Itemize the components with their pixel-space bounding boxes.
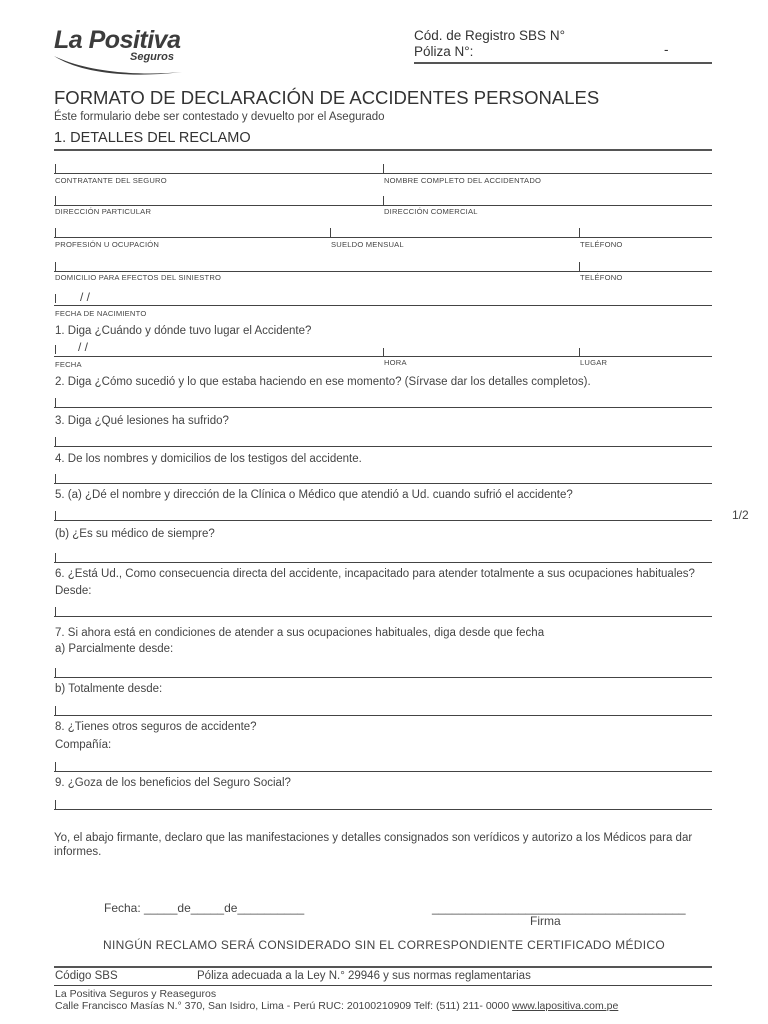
nombre-label: NOMBRE COMPLETO DEL ACCIDENTADO <box>384 176 542 185</box>
section-heading: 1. DETALLES DEL RECLAMO <box>54 130 251 146</box>
domicilio-label: DOMICILIO PARA EFECTOS DEL SINIESTRO <box>55 273 222 282</box>
profesion-field[interactable] <box>54 237 712 238</box>
birth-date-separators: / / <box>80 290 91 304</box>
sbs-registry-label: Cód. de Registro SBS N° <box>414 28 565 43</box>
sueldo-label: SUELDO MENSUAL <box>331 240 404 249</box>
answer-7b-field[interactable] <box>54 715 712 716</box>
footer-company: La Positiva Seguros y Reaseguros <box>55 988 217 1000</box>
registry-underline <box>414 62 712 64</box>
footer-address: Calle Francisco Masías N.° 370, San Isidro, Lima - Perú RUC: 20100210909 Telf: (511) 211- 0000 <box>55 1000 510 1012</box>
footer-divider-bottom <box>54 985 712 986</box>
signature-line[interactable]: ______________________________________ <box>432 901 686 915</box>
contratante-field[interactable] <box>54 173 712 174</box>
company-logo: La Positiva <box>54 26 181 54</box>
answer-5b-field[interactable] <box>54 562 712 563</box>
policy-number-label: Póliza N°: <box>414 44 474 59</box>
question-7: 7. Si ahora está en condiciones de atender a sus ocupaciones habituales, diga desde que fecha <box>55 627 545 639</box>
answer-5a-field[interactable] <box>54 520 712 521</box>
answer-3-field[interactable] <box>54 446 712 447</box>
answer-7a-field[interactable] <box>54 677 712 678</box>
footer-codigo-sbs: Código SBS <box>55 970 118 982</box>
question-6: 6. ¿Está Ud., Como consecuencia directa del accidente, incapacitado para atender totalmente a sus ocupaciones habituales? <box>55 568 695 580</box>
question-8: 8. ¿Tienes otros seguros de accidente? <box>55 721 257 733</box>
question-2: 2. Diga ¿Cómo sucedió y lo que estaba haciendo en ese momento? (Sírvase dar los detalles completos). <box>55 376 591 388</box>
direccion-field[interactable] <box>54 205 712 206</box>
page-number: 1/2 <box>732 508 749 522</box>
question-4: 4. De los nombres y domicilios de los testigos del accidente. <box>55 453 362 465</box>
question-7a: a) Parcialmente desde: <box>55 643 174 655</box>
telefono-2-label: TELÉFONO <box>580 273 623 282</box>
accident-date-separators: / / <box>78 340 89 354</box>
answer-2-field[interactable] <box>54 407 712 408</box>
birth-date-field[interactable] <box>54 305 712 306</box>
answer-9-field[interactable] <box>54 809 712 810</box>
form-title: FORMATO DE DECLARACIÓN DE ACCIDENTES PERSONALES <box>54 87 600 108</box>
question-8-compania: Compañía: <box>55 739 112 751</box>
direccion-comercial-label: DIRECCIÓN COMERCIAL <box>384 207 478 216</box>
direccion-particular-label: DIRECCIÓN PARTICULAR <box>55 207 152 216</box>
answer-4-field[interactable] <box>54 483 712 484</box>
question-7b: b) Totalmente desde: <box>55 683 163 695</box>
question-9: 9. ¿Goza de los beneficios del Seguro Social? <box>55 777 291 789</box>
footer-poliza-ley: Póliza adecuada a la Ley N.° 29946 y sus normas reglamentarias <box>197 970 531 982</box>
firma-label: Firma <box>530 914 561 928</box>
question-1: 1. Diga ¿Cuándo y dónde tuvo lugar el Accidente? <box>55 325 312 337</box>
section-divider <box>54 149 712 151</box>
footer-divider-top <box>54 966 712 968</box>
question-6-desde: Desde: <box>55 585 92 597</box>
lugar-label: LUGAR <box>580 358 608 367</box>
accident-when-field[interactable] <box>54 356 712 357</box>
form-subtitle: Éste formulario debe ser contestado y devuelto por el Asegurado <box>54 111 385 123</box>
question-5a: 5. (a) ¿Dé el nombre y dirección de la Clínica o Médico que atendió a Ud. cuando sufrió el accidente? <box>55 489 573 501</box>
question-3: 3. Diga ¿Qué lesiones ha sufrido? <box>55 415 229 427</box>
profesion-label: PROFESIÓN U OCUPACIÓN <box>55 240 160 249</box>
medical-certificate-notice: NINGÚN RECLAMO SERÁ CONSIDERADO SIN EL CORRESPONDIENTE CERTIFICADO MÉDICO <box>103 938 665 952</box>
birth-date-label: FECHA DE NACIMIENTO <box>55 309 147 318</box>
answer-6-field[interactable] <box>54 616 712 617</box>
telefono-label: TELÉFONO <box>580 240 623 249</box>
answer-8-field[interactable] <box>54 771 712 772</box>
declaration-text: Yo, el abajo firmante, declaro que las manifestaciones y detalles consignados son verídicos y autorizo a los Médicos para dar informes. <box>54 832 693 858</box>
signature-date-line[interactable]: Fecha: _____de_____de__________ <box>104 901 305 915</box>
domicilio-field[interactable] <box>54 271 712 272</box>
question-5b: (b) ¿Es su médico de siempre? <box>55 528 215 540</box>
contratante-label: CONTRATANTE DEL SEGURO <box>55 176 167 185</box>
hora-label: HORA <box>384 358 407 367</box>
fecha-label: FECHA <box>55 360 82 369</box>
footer-website-link[interactable]: www.lapositiva.com.pe <box>512 1000 619 1012</box>
policy-number-dash: - <box>664 42 669 57</box>
company-logo-subtitle: Seguros <box>130 51 175 63</box>
